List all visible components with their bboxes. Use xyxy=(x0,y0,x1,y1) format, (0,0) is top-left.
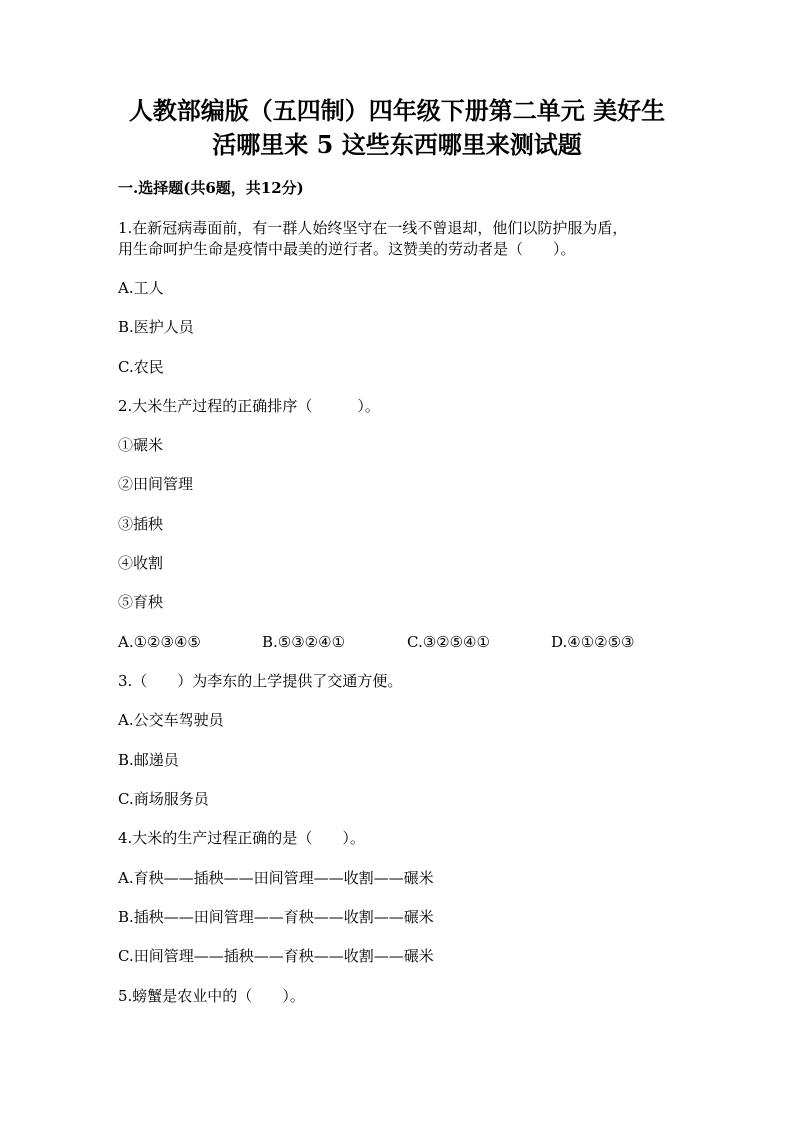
question-2-stem: 2.大米生产过程的正确排序（ ）。 xyxy=(118,397,380,415)
page-title-line-1: 人教部编版（五四制）四年级下册第二单元 美好生 xyxy=(128,96,666,125)
question-2-option-b: B.⑤③②④① xyxy=(262,633,346,651)
question-1-stem-line-2: 用生命呵护生命是疫情中最美的逆行者。这赞美的劳动者是（ ）。 xyxy=(118,240,576,258)
question-4-option-b: B.插秧——田间管理——育秧——收割——碾米 xyxy=(118,908,434,926)
section-heading: 一.选择题(共6题，共12分) xyxy=(118,179,304,197)
question-2-item-5: ⑤育秧 xyxy=(118,593,164,611)
question-1-stem-line-1: 1.在新冠病毒面前，有一群人始终坚守在一线不曾退却，他们以防护服为盾， xyxy=(118,219,628,237)
question-4-option-c: C.田间管理——插秧——育秧——收割——碾米 xyxy=(118,947,434,965)
question-3-option-b: B.邮递员 xyxy=(118,751,179,769)
page-title-line-2: 活哪里来 5 这些东西哪里来测试题 xyxy=(212,130,582,159)
question-2-option-c: C.③②⑤④① xyxy=(407,633,490,651)
question-3-option-a: A.公交车驾驶员 xyxy=(118,711,224,729)
question-1-option-b: B.医护人员 xyxy=(118,318,194,336)
question-2-item-2: ②田间管理 xyxy=(118,475,194,493)
question-5-stem: 5.螃蟹是农业中的（ ）。 xyxy=(118,987,305,1005)
question-3-stem: 3.（ ）为李东的上学提供了交通方便。 xyxy=(118,672,403,690)
question-1-option-c: C.农民 xyxy=(118,358,164,376)
question-2-option-a: A.①②③④⑤ xyxy=(118,633,201,651)
question-2-option-d: D.④①②⑤③ xyxy=(551,633,635,651)
question-4-option-a: A.育秧——插秧——田间管理——收割——碾米 xyxy=(118,869,434,887)
question-1-option-a: A.工人 xyxy=(118,279,164,297)
question-3-option-c: C.商场服务员 xyxy=(118,790,209,808)
question-2-item-4: ④收割 xyxy=(118,554,164,572)
question-2-item-3: ③插秧 xyxy=(118,515,164,533)
question-4-stem: 4.大米的生产过程正确的是（ ）。 xyxy=(118,829,365,847)
question-2-item-1: ①碾米 xyxy=(118,436,164,454)
